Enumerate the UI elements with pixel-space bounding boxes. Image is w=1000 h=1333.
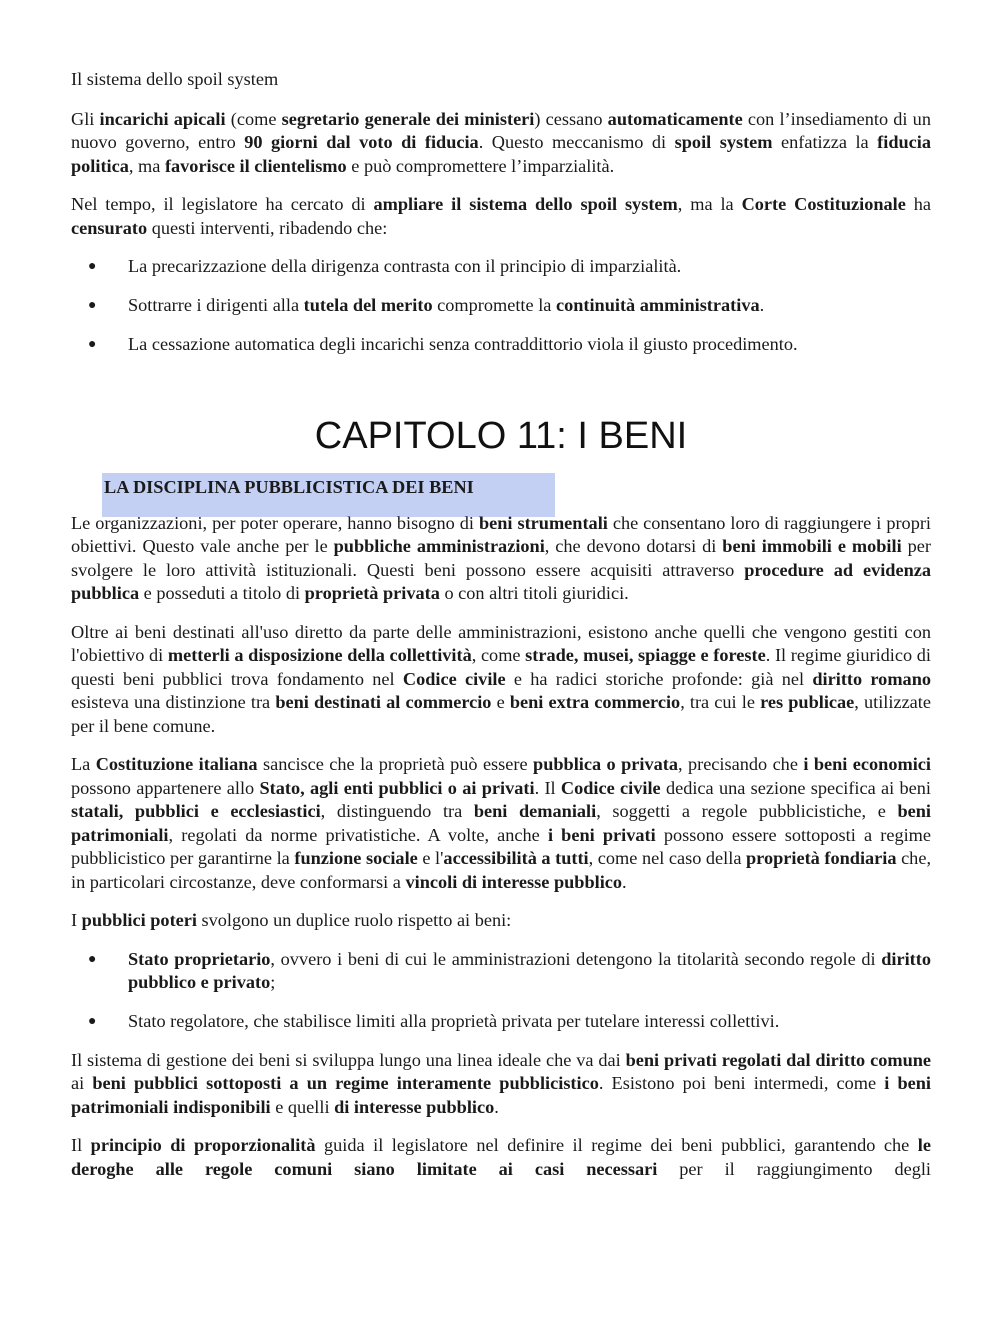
- bold-emphasis: i beni privati: [547, 824, 656, 845]
- bold-emphasis: censurato: [71, 217, 148, 238]
- bold-emphasis: proprietà fondiaria: [746, 848, 897, 868]
- bold-emphasis: beni destinati al commercio: [275, 692, 492, 712]
- bold-emphasis: vincoli di interesse pubblico: [405, 871, 623, 892]
- bold-emphasis: di interesse pubblico: [334, 1096, 495, 1117]
- list-item: ● La precarizzazione della dirigenza contrasta con il principio di imparzialità.: [71, 255, 931, 279]
- subheading-spoil-system: Il sistema dello spoil system: [71, 69, 279, 89]
- bold-emphasis: procedure ad evidenza pubblica: [71, 559, 931, 603]
- paragraph-corte-costituzionale: Nel tempo, il legislatore ha cercato di ampliare il sistema dello spoil system, ma la Corte Costituzionale ha censurato questi interventi, ribadendo che:: [71, 194, 931, 238]
- bold-emphasis: metterli a disposizione della collettività: [167, 645, 472, 665]
- bold-emphasis: Codice civile: [560, 777, 661, 798]
- bold-emphasis: proprietà privata: [304, 583, 440, 603]
- bold-emphasis: Corte Costituzionale: [741, 194, 906, 214]
- list-item: ● La cessazione automatica degli incarichi senza contraddittorio viola il giusto procedimento.: [71, 333, 931, 357]
- list-item: ● Sottrarre i dirigenti alla tutela del merito compromette la continuità amministrativa.: [71, 294, 931, 318]
- paragraph-beni-collettivita: Oltre ai beni destinati all'uso diretto da parte delle amministrazioni, esistono anche quelli che vengono gestiti con l'obiettivo di metterli a disposizione della collettività, come strade, musei, spiagge e foreste. Il regime giuridico di questi beni pubblici trova fondamento nel Codice civile e ha radici storiche profonde: già nel diritto romano esisteva una distinzione tra beni destinati al commercio e beni extra commercio, tra cui le res publicae, utilizzate per il bene comune.: [71, 621, 932, 736]
- list-ruoli-poteri: [71, 948, 931, 1034]
- paragraph-costituzione: La Costituzione italiana sancisce che la proprietà può essere pubblica o privata, precisando che i beni economici possono appartenere allo Stato, agli enti pubblici o ai privati. Il Codice civile dedica una sezione specifica ai beni statali, pubblici e ecclesiastici, distinguendo tra beni demaniali, soggetti a regole pubblicistiche, e beni patrimoniali, regolati da norme privatistiche. A volte, anche i beni privati possono essere sottoposti a regime pubblicistico per garantirne la funzione sociale e l'accessibilità a tutti, come nel caso della proprietà fondiaria che, in particolari circostanze, deve conformarsi a vincoli di interesse pubblico.: [71, 754, 932, 892]
- bold-emphasis: beni strumentali: [478, 512, 608, 533]
- list-item: ● Stato regolatore, che stabilisce limiti alla proprietà privata per tutelare interessi collettivi.: [71, 1010, 931, 1034]
- bold-emphasis: fiducia politica: [71, 132, 932, 176]
- bold-emphasis: i beni economici: [803, 754, 931, 774]
- paragraph-gestione-beni: Il sistema di gestione dei beni si sviluppa lungo una linea ideale che va dai beni privati regolati dal diritto comune ai beni pubblici sottoposti a un regime interamente pubblicistico. Esistono poi beni intermedi, come i beni patrimoniali indisponibili e quelli di interesse pubblico.: [71, 1049, 932, 1117]
- bold-emphasis: spoil system: [674, 132, 773, 152]
- bold-emphasis: Codice civile: [402, 668, 506, 689]
- bold-emphasis: incarichi apicali: [99, 108, 226, 129]
- bold-emphasis: automaticamente: [607, 108, 743, 129]
- bold-emphasis: beni immobili e mobili: [722, 536, 902, 556]
- bold-emphasis: pubblici poteri: [81, 910, 197, 930]
- bold-emphasis: pubbliche amministrazioni: [333, 536, 545, 556]
- bold-emphasis: ampliare il sistema dello spoil system: [373, 194, 678, 214]
- paragraph-pubblici-poteri: I pubblici poteri svolgono un duplice ruolo rispetto ai beni:: [71, 910, 512, 930]
- bold-emphasis: continuità amministrativa: [555, 295, 760, 315]
- bullet-icon: ●: [88, 298, 97, 313]
- bold-emphasis: statali, pubblici e ecclesiastici: [71, 801, 321, 821]
- bold-emphasis: strade, musei, spiagge e foreste: [525, 645, 766, 665]
- paragraph-incarichi-apicali: Gli incarichi apicali (come segretario generale dei ministeri) cessano automaticamente con l’insediamento di un nuovo governo, entro 90 giorni dal voto di fiducia. Questo meccanismo di spoil system enfatizza la fiducia politica, ma favorisce il clientelismo e può compromettere l’imparzialità.: [71, 108, 932, 176]
- paragraph-proporzionalita: Il principio di proporzionalità guida il legislatore nel definire il regime dei beni pubblici, garantendo che le deroghe alle regole comuni siano limitate ai casi necessari per il raggiungimento degli: [71, 1135, 932, 1179]
- bullet-icon: ●: [88, 337, 97, 352]
- bold-emphasis: segretario generale dei ministeri: [281, 108, 535, 129]
- bullet-icon: ●: [88, 1014, 97, 1029]
- bold-emphasis: res publicae: [760, 692, 855, 712]
- bold-emphasis: pubblica o privata: [533, 754, 678, 774]
- bold-emphasis: beni demaniali: [473, 801, 597, 821]
- bold-emphasis: le deroghe alle regole comuni siano limitate ai casi necessari: [71, 1135, 931, 1179]
- bold-emphasis: beni patrimoniali: [71, 801, 931, 845]
- bullet-icon: ●: [88, 259, 97, 274]
- bold-emphasis: tutela del merito: [303, 295, 433, 315]
- bold-emphasis: 90 giorni dal voto di fiducia: [244, 132, 479, 152]
- chapter-title: CAPITOLO 11: I BENI: [314, 414, 688, 457]
- section-title-highlighted: LA DISCIPLINA PUBBLICISTICA DEI BENI: [102, 473, 555, 517]
- bold-emphasis: funzione sociale: [294, 848, 418, 868]
- bold-emphasis: Costituzione italiana: [95, 754, 258, 774]
- bold-emphasis: beni privati regolati dal diritto comune: [625, 1049, 932, 1070]
- bold-emphasis: Stato proprietario: [128, 948, 271, 969]
- bullet-icon: ●: [88, 951, 97, 967]
- bold-emphasis: beni pubblici sottoposti a un regime interamente pubblicistico: [92, 1073, 599, 1093]
- bold-emphasis: beni extra commercio: [509, 692, 681, 712]
- bold-emphasis: favorisce il clientelismo: [164, 155, 347, 176]
- list-item: ● Stato proprietario, ovvero i beni di cui le amministrazioni detengono la titolarità secondo regole di diritto pubblico e privato;: [88, 948, 931, 992]
- paragraph-beni-strumentali: Le organizzazioni, per poter operare, hanno bisogno di beni strumentali che consentano loro di raggiungere i propri obiettivi. Questo vale anche per le pubbliche amministrazioni, che devono dotarsi di beni immobili e mobili per svolgere le loro attività istituzionali. Questi beni possono essere acquisiti attraverso procedure ad evidenza pubblica e posseduti a titolo di proprietà privata o con altri titoli giuridici.: [71, 512, 931, 603]
- bold-emphasis: principio di proporzionalità: [90, 1135, 316, 1155]
- document-page: [71, 68, 931, 1181]
- bold-emphasis: diritto romano: [812, 668, 932, 689]
- list-corte-principles: [71, 255, 931, 357]
- bold-emphasis: diritto pubblico e privato: [128, 948, 931, 992]
- bold-emphasis: accessibilità a tutti: [443, 848, 589, 868]
- bold-emphasis: Stato, agli enti pubblici o ai privati: [259, 777, 535, 798]
- bold-emphasis: i beni patrimoniali indisponibili: [71, 1073, 931, 1117]
